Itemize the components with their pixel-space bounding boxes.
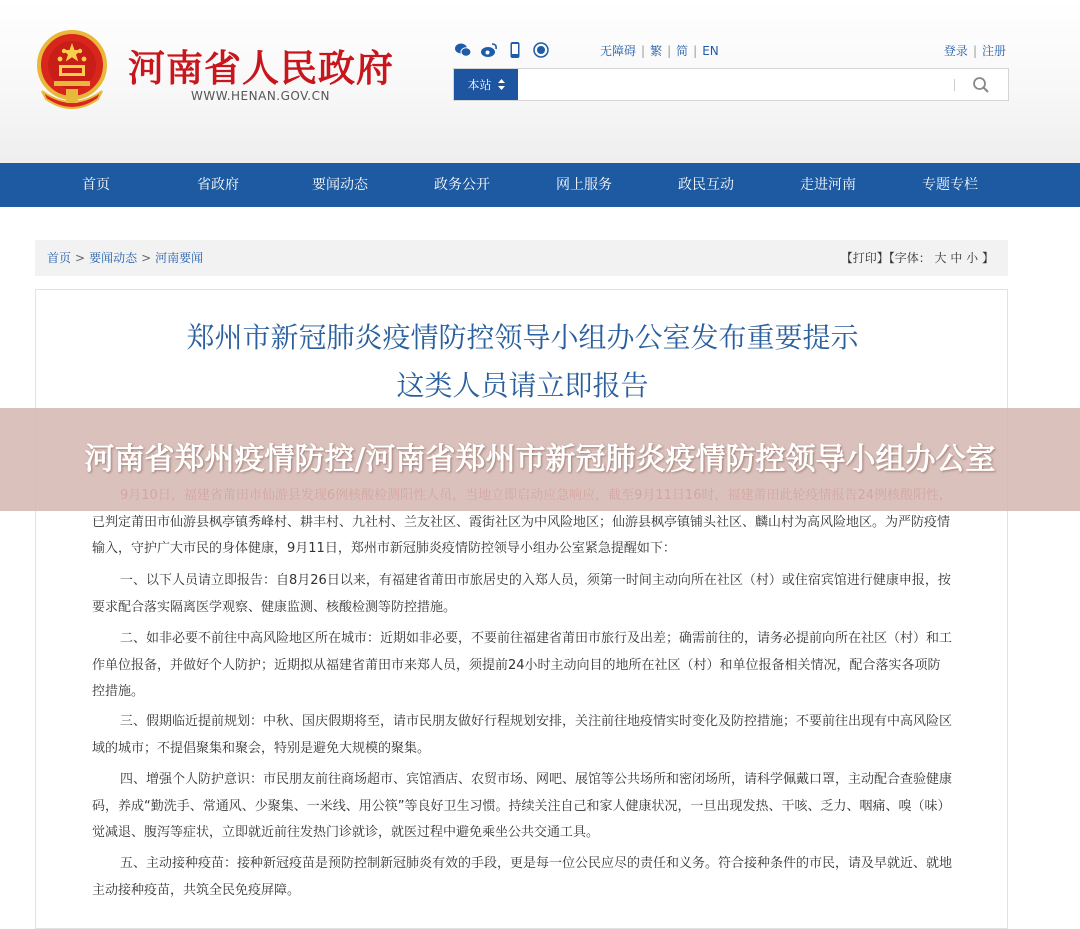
breadcrumb: 首页 > 要闻动态 > 河南要闻 bbox=[47, 251, 204, 265]
nav-item-government[interactable]: 省政府 bbox=[197, 177, 239, 193]
nav-item-topics[interactable]: 专题专栏 bbox=[922, 177, 978, 193]
accessibility-link[interactable]: 无障碍 bbox=[600, 44, 637, 58]
simplified-link[interactable]: 简 bbox=[676, 44, 689, 58]
auth-links: 登录 | 注册 bbox=[943, 44, 1006, 58]
search-input[interactable] bbox=[524, 72, 958, 98]
search-icon[interactable] bbox=[972, 76, 990, 94]
search-box bbox=[453, 68, 1009, 101]
nav-item-affairs[interactable]: 政务公开 bbox=[434, 177, 490, 193]
english-link[interactable]: EN bbox=[702, 44, 719, 58]
article-paragraph-5: 五、主动接种疫苗：接种新冠疫苗是预防控制新冠肺炎有效的手段，更是每一位公民应尽的责任和义务。符合接种条件的市民，请及早就近、就地主动接种疫苗，共筑全民免疫屏障。 bbox=[92, 856, 953, 898]
nav-item-news[interactable]: 要闻动态 bbox=[312, 177, 368, 193]
breadcrumb-news[interactable]: 要闻动态 bbox=[89, 251, 138, 265]
intro-text: 已判定莆田市仙游县枫亭镇秀峰村、耕丰村、九社村、兰友社区、霞街社区为中风险地区；仙游县枫亭镇铺头社区、麟山村为高风险地区。为严防疫情输入，守护广大市民的身体健康，9月11日，郑州市新冠肺炎疫情防控领导小组办公室紧急提醒如下： bbox=[92, 514, 951, 556]
wechat-icon[interactable] bbox=[454, 41, 472, 59]
site-header bbox=[0, 0, 1080, 163]
overlay-banner bbox=[0, 408, 1080, 511]
nav-item-interaction[interactable]: 政民互动 bbox=[678, 177, 734, 193]
search-scope-label: 本站 bbox=[467, 78, 492, 92]
site-url: WWW.HENAN.GOV.CN bbox=[191, 89, 330, 103]
sort-arrows-icon bbox=[498, 79, 505, 90]
site-name[interactable]: 河南省人民政府 bbox=[128, 46, 394, 90]
nav-item-online-service[interactable]: 网上服务 bbox=[556, 177, 612, 193]
banner-text: 河南省郑州疫情防控/河南省郑州市新冠肺炎疫情防控领导小组办公室 bbox=[84, 441, 996, 477]
main-nav bbox=[0, 163, 1080, 207]
nav-item-henan[interactable]: 走进河南 bbox=[800, 177, 856, 193]
national-emblem-icon[interactable] bbox=[36, 29, 108, 109]
article-paragraph-2: 二、如非必要不前往中高风险地区所在城市：近期如非必要，不要前往福建省莆田市旅行及出差；确需前往的，请务必提前向所在社区（村）和工作单位报备，并做好个人防护；近期拟从福建省莆田市来郑人员，须提前24小时主动向目的地所在社区（村）和单位报备相关情况，配合落实各项防控措施。 bbox=[92, 631, 953, 699]
breadcrumb-henan-news[interactable]: 河南要闻 bbox=[155, 251, 204, 265]
social-links bbox=[454, 41, 550, 59]
article-paragraph-1: 一、以下人员请立即报告：自8月26日以来，有福建省莆田市旅居史的入郑人员，须第一时间主动向所在社区（村）或住宿宾馆进行健康申报，按要求配合落实隔离医学观察、健康监测、核酸检测等防控措施。 bbox=[92, 573, 951, 615]
breadcrumb-home[interactable]: 首页 bbox=[47, 251, 72, 265]
register-link[interactable]: 注册 bbox=[981, 44, 1006, 58]
print-font-tools[interactable]: 【打印】【字体： 大 中 小 】 bbox=[840, 251, 994, 265]
article-paragraph-4: 四、增强个人防护意识：市民朋友前往商场超市、宾馆酒店、农贸市场、网吧、展馆等公共场所和密闭场所，请科学佩戴口罩，主动配合查验健康码，养成“勤洗手、常通风、少聚集、一米线、用公筷”等良好卫生习惯。持续关注自己和家人健康状况，一旦出现发热、干咳、乏力、咽痛、嗅（味）觉减退、腹泻等症状，立即就近前往发热门诊就诊，就医过程中避免乘坐公共交通工具。 bbox=[92, 772, 953, 840]
breadcrumb-bar bbox=[35, 240, 1008, 276]
audio-icon[interactable] bbox=[532, 41, 550, 59]
article-title-line1: 郑州市新冠肺炎疫情防控领导小组办公室发布重要提示 bbox=[186, 321, 859, 354]
article bbox=[35, 289, 1008, 929]
weibo-icon[interactable] bbox=[480, 41, 498, 59]
search-scope-select[interactable] bbox=[454, 69, 518, 100]
article-title-line2: 这类人员请立即报告 bbox=[396, 369, 649, 402]
article-paragraph-3: 三、假期临近提前规划：中秋、国庆假期将至，请市民朋友做好行程规划安排，关注前往地疫情实时变化及防控措施；不要前往出现有中高风险区域的城市；不提倡聚集和聚会，特别是避免大规模的聚集。 bbox=[92, 714, 953, 756]
traditional-link[interactable]: 繁 bbox=[650, 44, 663, 58]
nav-item-home[interactable]: 首页 bbox=[82, 177, 110, 193]
top-links: 无障碍 | 繁 | 简 | EN bbox=[600, 44, 719, 58]
login-link[interactable]: 登录 bbox=[943, 44, 968, 58]
mobile-icon[interactable] bbox=[506, 41, 524, 59]
search-divider bbox=[954, 79, 955, 91]
